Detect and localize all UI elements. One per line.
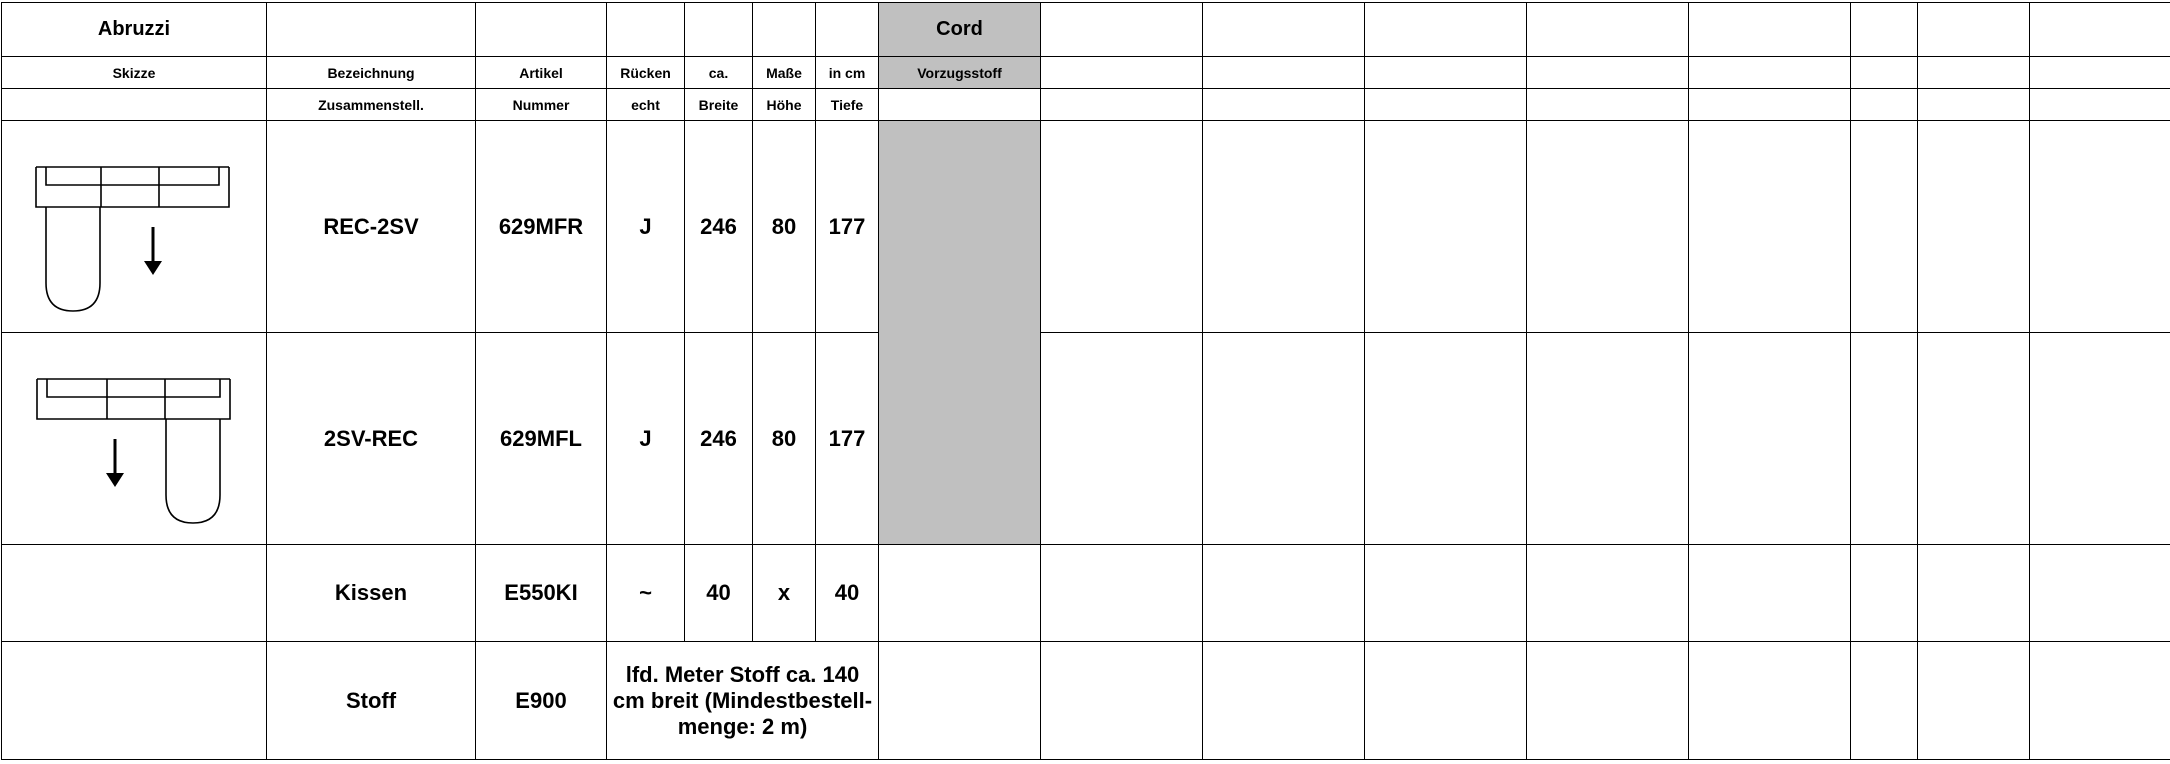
- cell-bezeichnung: Stoff: [267, 642, 476, 760]
- col-header-hoehe: Höhe: [753, 89, 816, 121]
- cell-artikel: 629MFL: [476, 333, 607, 545]
- col-header-bezeichnung: Bezeichnung: [267, 57, 476, 89]
- cell-artikel: E550KI: [476, 545, 607, 642]
- table-row: [2, 333, 2170, 545]
- cell-hoehe: x: [753, 545, 816, 642]
- col-header-ca: ca.: [685, 57, 753, 89]
- header-row-1: [2, 57, 2170, 89]
- title-row: [2, 3, 2170, 57]
- cell-bezeichnung: REC-2SV: [267, 121, 476, 333]
- cell-breite: 246: [685, 333, 753, 545]
- col-header-artikel: Artikel: [476, 57, 607, 89]
- col-header-skizze: Skizze: [2, 57, 267, 89]
- col-header-vorzugsstoff: Vorzugsstoff: [879, 57, 1041, 89]
- cell-tiefe: 177: [816, 333, 879, 545]
- fabric-note: lfd. Meter Stoff ca. 140 cm breit (Mindestbestell-menge: 2 m): [607, 642, 879, 760]
- col-header-ruecken: Rücken: [607, 57, 685, 89]
- cell-ruecken: J: [607, 333, 685, 545]
- cell-hoehe: 80: [753, 333, 816, 545]
- table-row: [2, 121, 2170, 333]
- cell-tiefe: 177: [816, 121, 879, 333]
- col-header-tiefe: Tiefe: [816, 89, 879, 121]
- article-table: [1, 2, 2170, 760]
- col-header-incm: in cm: [816, 57, 879, 89]
- cell-ruecken: ~: [607, 545, 685, 642]
- cell-artikel: 629MFR: [476, 121, 607, 333]
- cell-hoehe: 80: [753, 121, 816, 333]
- fabric-group-header: Cord: [879, 3, 1041, 57]
- cell-bezeichnung: Kissen: [267, 545, 476, 642]
- table-row: [2, 545, 2170, 642]
- col-header-echt: echt: [607, 89, 685, 121]
- col-header-nummer: Nummer: [476, 89, 607, 121]
- col-header-masse: Maße: [753, 57, 816, 89]
- col-header-breite: Breite: [685, 89, 753, 121]
- cell-tiefe: 40: [816, 545, 879, 642]
- header-row-2: [2, 89, 2170, 121]
- table-row: [2, 642, 2170, 760]
- cell-breite: 246: [685, 121, 753, 333]
- col-header-zusammenstell: Zusammenstell.: [267, 89, 476, 121]
- cell-bezeichnung: 2SV-REC: [267, 333, 476, 545]
- sofa-recamiere-left-icon: [2, 121, 267, 333]
- cell-ruecken: J: [607, 121, 685, 333]
- cell-breite: 40: [685, 545, 753, 642]
- cell-artikel: E900: [476, 642, 607, 760]
- sheet-title: Abruzzi: [2, 3, 267, 57]
- sofa-recamiere-right-icon: [2, 333, 267, 545]
